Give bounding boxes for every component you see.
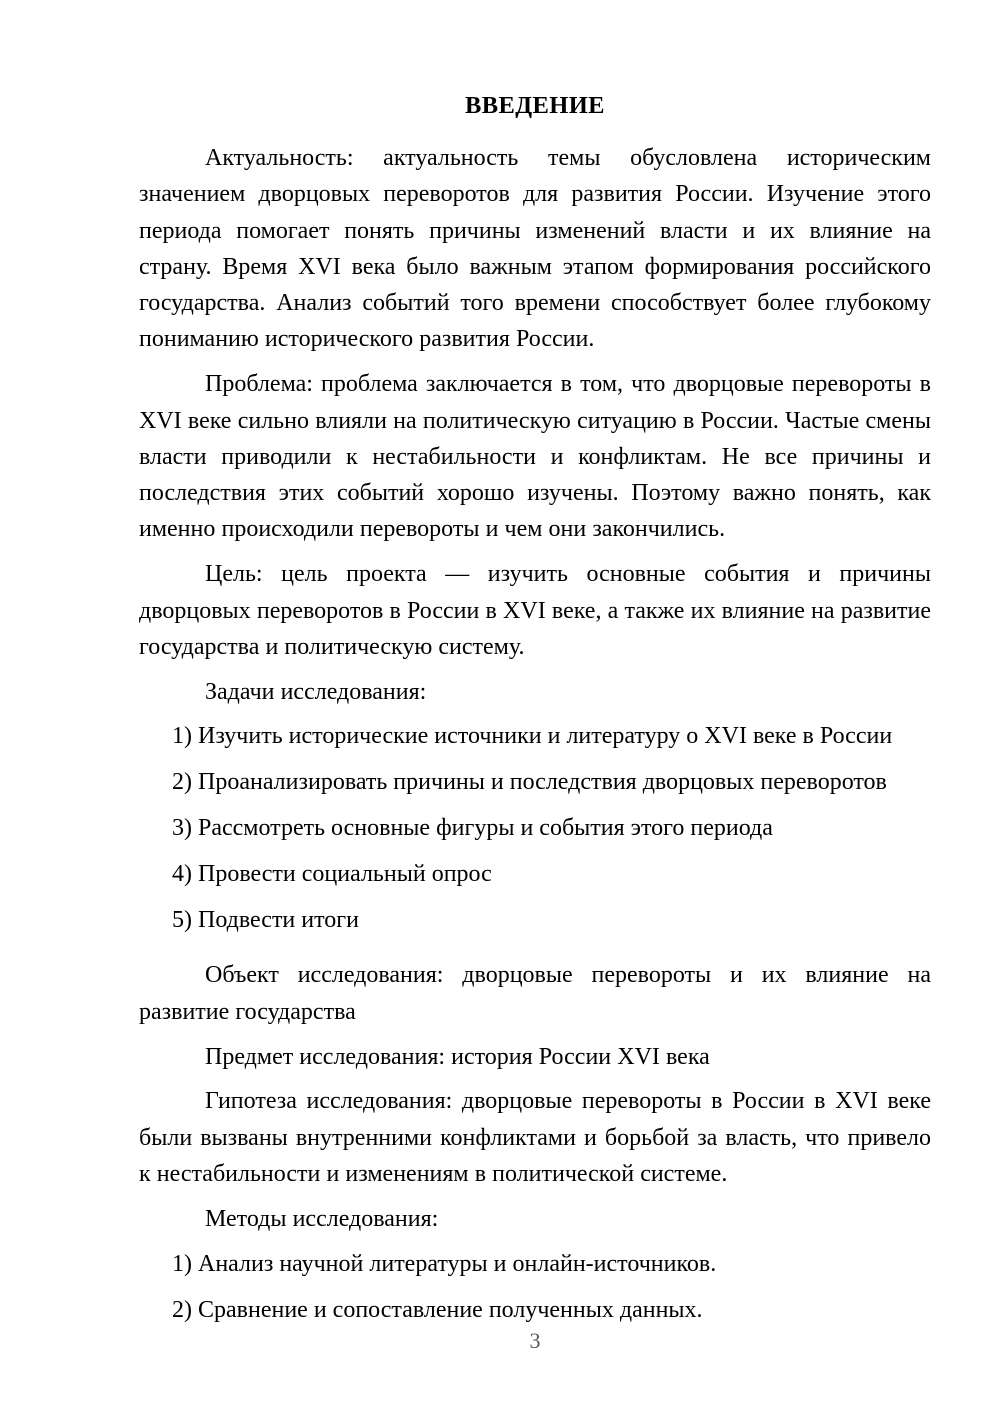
- tasks-list: [139, 718, 931, 938]
- list-item: 2) Сравнение и сопоставление полученных данных.: [172, 1296, 703, 1323]
- paragraph-object: Объект исследования: дворцовые перевороты и их влияние на развитие государства: [139, 962, 931, 1025]
- page-title: ВВЕДЕНИЕ: [465, 92, 605, 119]
- list-item: 2) Проанализировать причины и последствия дворцовых переворотов: [172, 769, 887, 796]
- list-item: 5) Подвести итоги: [172, 907, 359, 934]
- tasks-heading: Задачи исследования:: [205, 678, 427, 705]
- list-item: 3) Рассмотреть основные фигуры и события этого периода: [172, 815, 773, 842]
- paragraph-goal: Цель: цель проекта — изучить основные события и причины дворцовых переворотов в России в XVI веке, а также их влияние на развитие государства и политическую систему.: [139, 561, 931, 660]
- list-item: 1) Анализ научной литературы и онлайн-источников.: [172, 1250, 717, 1277]
- list-item: 1) Изучить исторические источники и литературу о XVI веке в России: [172, 723, 893, 750]
- paragraph-relevance: Актуальность: актуальность темы обусловлена историческим значением дворцовых переворотов для развития России. Изучение этого периода помогает понять причины изменений власти и их влияние на страну. Время XVI века было важным этапом формирования российского государства. Анализ событий того времени способствует более глубокому пониманию исторического развития России.: [139, 145, 931, 353]
- methods-heading: Методы исследования:: [205, 1205, 439, 1232]
- paragraph-problem: Проблема: проблема заключается в том, что дворцовые перевороты в XVI веке сильно влияли на политическую ситуацию в России. Частые смены власти приводили к нестабильности и конфликтам. Не все причины и последствия этих событий хорошо изучены. Поэтому важно понять, как именно происходили перевороты и чем они закончились.: [139, 371, 931, 543]
- list-item: 4) Провести социальный опрос: [172, 861, 492, 888]
- paragraph-subject: Предмет исследования: история России XVI века: [205, 1043, 710, 1070]
- methods-list: [139, 1246, 931, 1328]
- paragraph-hypothesis: Гипотеза исследования: дворцовые перевороты в России в XVI веке были вызваны внутренними конфликтами и борьбой за власть, что привело к нестабильности и изменениям в политической системе.: [139, 1088, 931, 1187]
- page-number: 3: [529, 1328, 541, 1353]
- spacer: [139, 948, 931, 957]
- document-body: [139, 88, 931, 1338]
